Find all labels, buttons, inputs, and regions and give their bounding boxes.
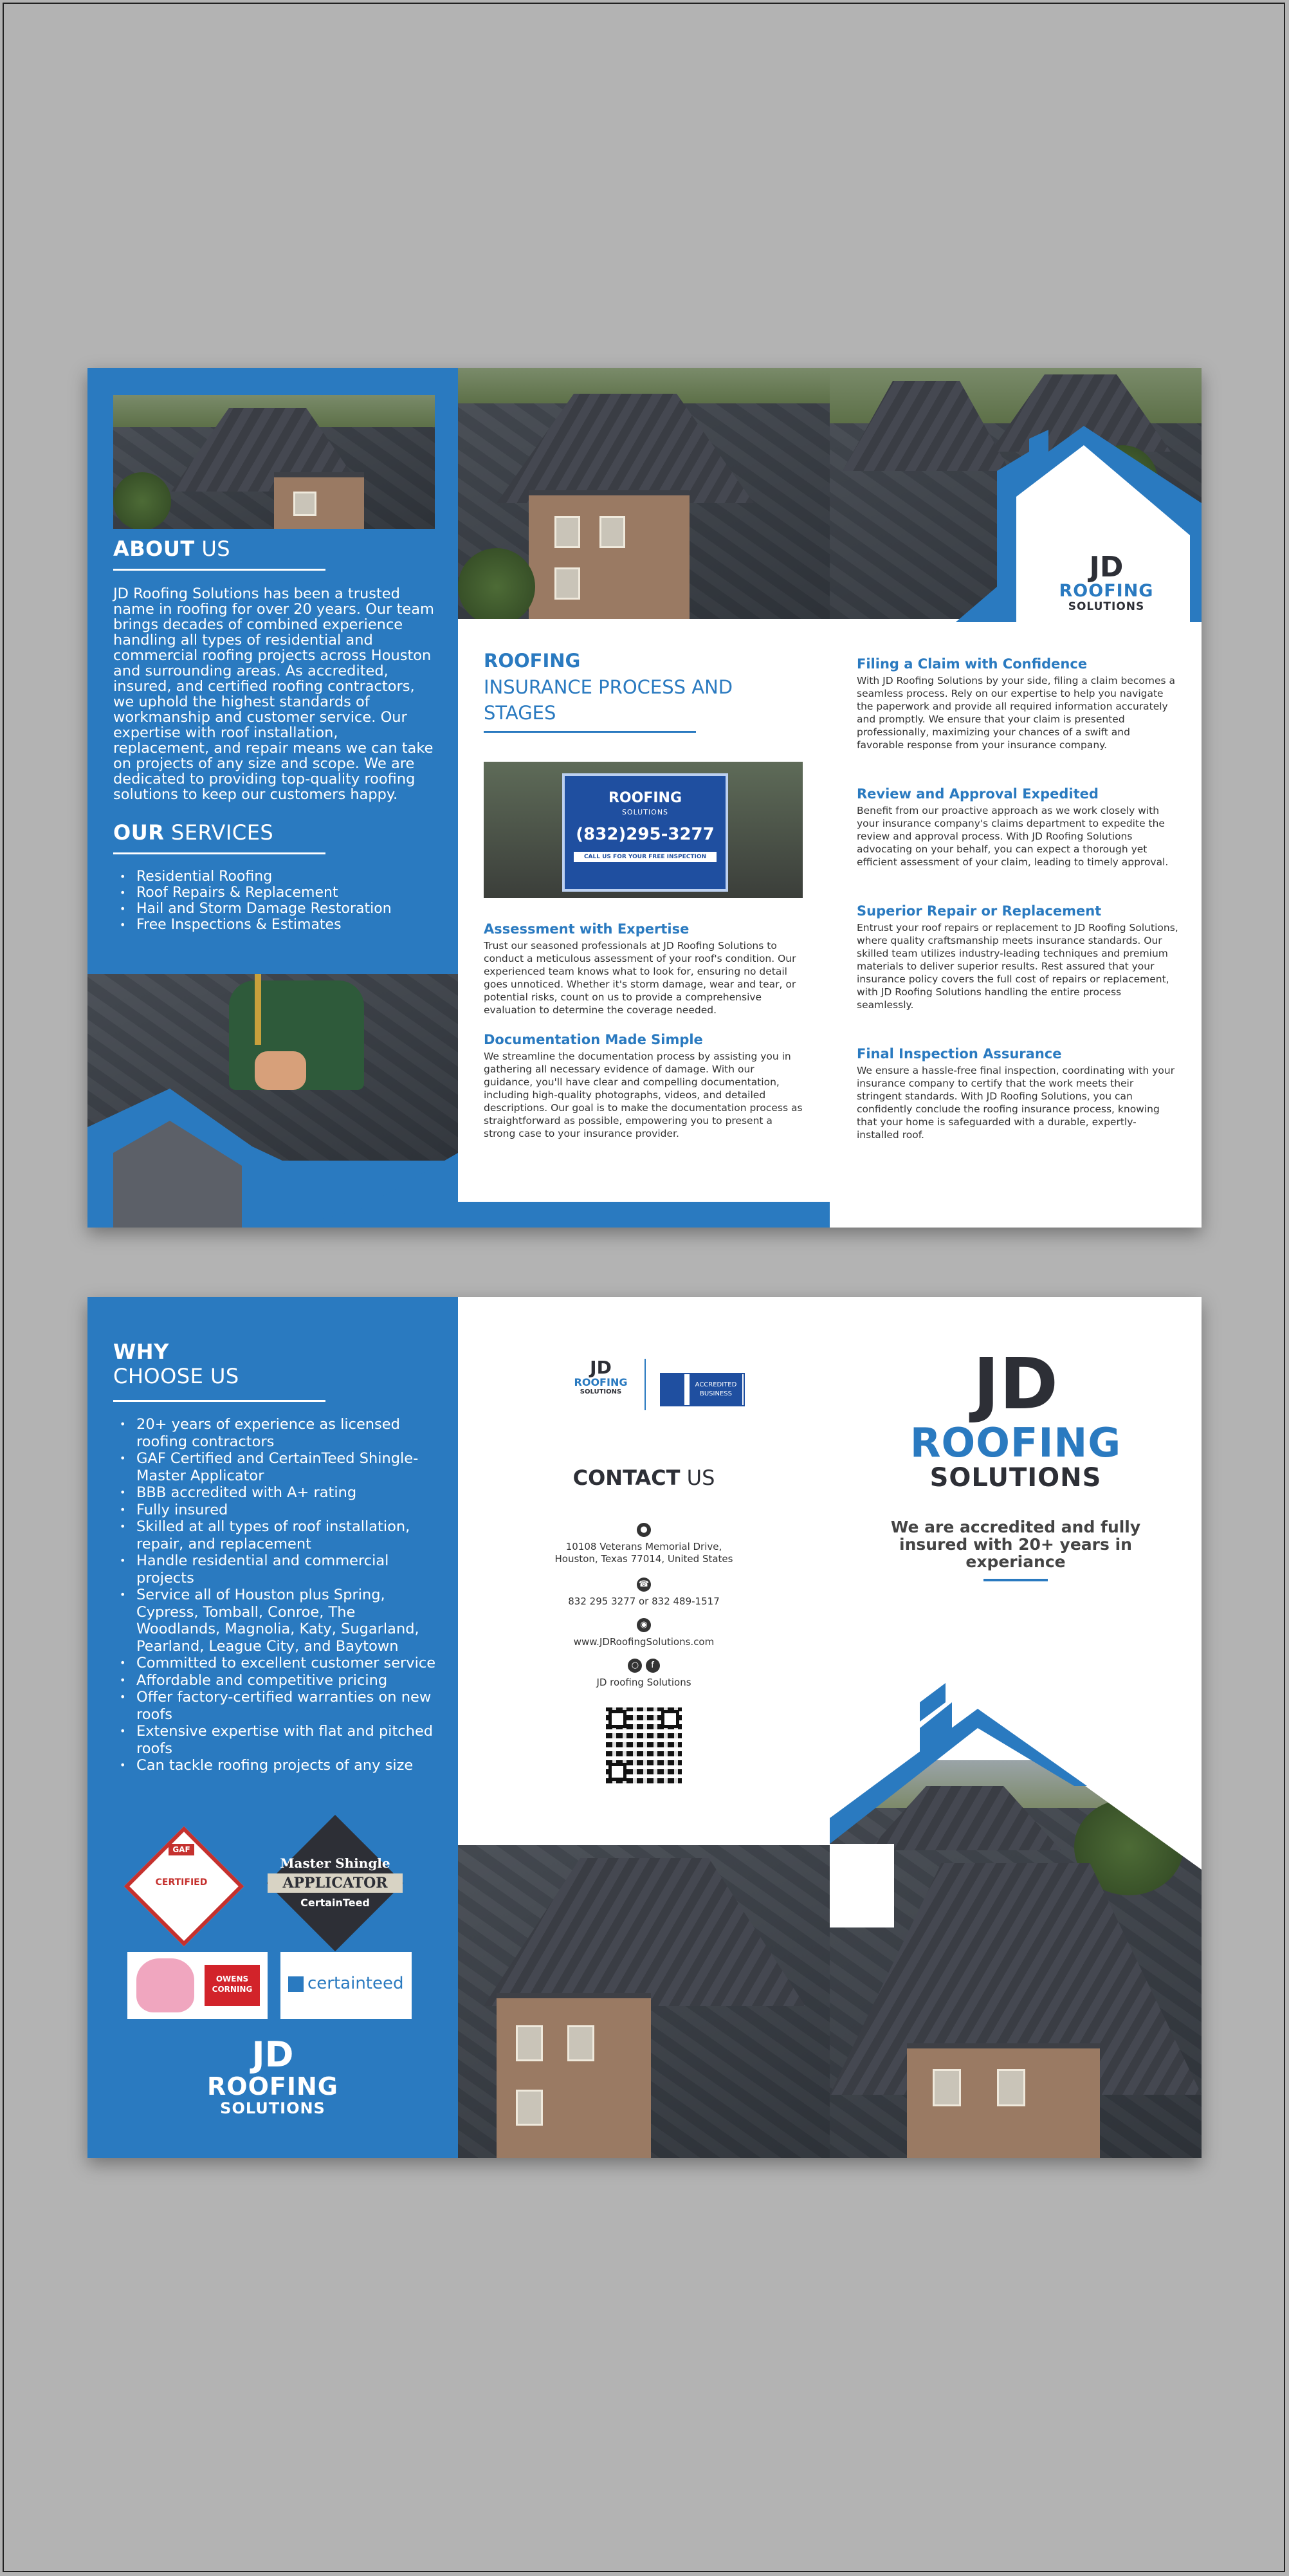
cover-roof-shape (830, 1657, 1202, 1927)
why-rule (113, 1400, 325, 1402)
cover-panel (830, 1297, 1202, 2158)
about-text: JD Roofing Solutions has been a trusted name in roofing for over 20 years. Our team brings decades of combined experience handling all types of residential and commercial roofing projects across Houston and surrounding areas. As accredited, insured, and certified roofing contractors, we uphold the highest standards of workmanship and customer service. Our expertise with roof installation, replacement, and repair means we can take on projects of any size and scope. We are dedicated to providing top-quality roofing solutions to keep our customers happy. (113, 585, 434, 803)
about-rule (113, 569, 325, 571)
process-rule (484, 731, 696, 733)
bullet-icon: • (120, 1588, 126, 1601)
cover-rule (983, 1579, 1048, 1581)
reason-item: • Handle residential and commercial projects (120, 1552, 389, 1587)
stage-text: With JD Roofing Solutions by your side, filing a claim becomes a seamless process. Rely on our expertise to help you navigate the paperwork and provide all required information accurately and promptly. We ensure that your claim is presented professionally, maximizing your chances of a swift and favorable response from your insurance company. (857, 675, 1175, 751)
bbb-badge (660, 1373, 745, 1406)
contact-logo-roofing: ROOFING (574, 1376, 628, 1388)
phone-icon: ☎ (637, 1578, 651, 1592)
instagram-icon[interactable]: ○ (628, 1659, 642, 1673)
stage-title: Documentation Made Simple (484, 1032, 703, 1047)
gaf-top: GAF (169, 1844, 194, 1855)
contact-title: CONTACT US (572, 1466, 715, 1490)
bbb-icon (661, 1374, 684, 1405)
contact-panel (458, 1297, 830, 2158)
bullet-icon: • (120, 1725, 126, 1737)
reason-item: • GAF Certified and CertainTeed Shingle-Master Applicator (120, 1450, 419, 1484)
cover-tagline: We are accredited and fully insured with 20+ years in experiance (890, 1518, 1141, 1571)
yard-sign-photo (484, 762, 803, 898)
stages-left (484, 921, 805, 1155)
stage-title: Final Inspection Assurance (857, 1046, 1062, 1062)
reason-item: • Service all of Houston plus Spring, Cypress, Tomball, Conroe, The Woodlands, Magnolia, Katy, Sugarland, Pearland, League City, and Baytown (120, 1587, 419, 1655)
owens-corning-label: OWENS CORNING (205, 1965, 260, 2006)
process-title-bold: ROOFING (484, 650, 581, 672)
bullet-icon: • (120, 1759, 126, 1771)
why-title-bold: WHY (113, 1339, 169, 1364)
stage-title: Assessment with Expertise (484, 921, 690, 937)
stage-text: Benefit from our proactive approach as we work closely with your insurance company's claims department to expedite the review and approval process. With JD Roofing Solutions advocating on your behalf, you can expect a thorough yet efficient assessment of your claim, leading to timely approval. (857, 805, 1169, 868)
contact-logo-solutions: SOLUTIONS (580, 1388, 622, 1395)
qr-code[interactable] (606, 1707, 682, 1783)
reason-item: • Offer factory-certified warranties on new roofs (120, 1689, 432, 1723)
certainteed-icon (288, 1976, 304, 1992)
process-panel (458, 368, 830, 1228)
bullet-icon: • (120, 1503, 126, 1516)
cover-logo (830, 1343, 1202, 1493)
why-title: CHOOSE US (113, 1364, 239, 1388)
yard-sign (562, 773, 728, 892)
facebook-icon[interactable]: f (646, 1659, 660, 1673)
reason-item: • Extensive expertise with flat and pitched roofs (120, 1723, 434, 1757)
sign-sub: SOLUTIONS (621, 808, 669, 816)
logo-jd-mark: JD (1089, 551, 1124, 584)
house-aerial-photo (113, 395, 435, 529)
bullet-icon: • (120, 1452, 126, 1464)
back-logo-jd: JD (251, 2034, 294, 2075)
reason-item: • Skilled at all types of roof installation, repair, and replacement (120, 1518, 410, 1552)
panel-logo (1042, 553, 1171, 612)
stage-block (857, 786, 1178, 869)
why-panel (87, 1297, 458, 2158)
about-panel (87, 368, 458, 1228)
process-title: INSURANCE PROCESS AND STAGES (484, 676, 733, 724)
service-item: • Residential Roofing (120, 869, 273, 885)
certainteed-label: certainteed (307, 1974, 404, 1993)
logo-solutions: SOLUTIONS (1068, 600, 1145, 613)
location-icon: ● (637, 1523, 651, 1537)
stage-title: Superior Repair or Replacement (857, 903, 1102, 919)
bottom-bar (458, 1202, 830, 1228)
contact-logo-jd: JD (590, 1357, 612, 1378)
cover-logo-roofing: ROOFING (910, 1419, 1122, 1466)
service-item: • Hail and Storm Damage Restoration (120, 901, 392, 917)
stage-text: Trust our seasoned professionals at JD Roofing Solutions to conduct a meticulous assessment of your roof's condition. Our experienced team knows what to look for, ensuring no detail goes unnoticed. Whether it's storm damage, wear and tear, or potential risks, count on us to provide a comprehensive evaluation to determine the coverage needed. (484, 940, 796, 1016)
reason-item: • Affordable and competitive pricing (120, 1671, 388, 1689)
contact-details (458, 1522, 830, 1688)
master-line1: Master Shingle (280, 1855, 390, 1871)
stage-title: Review and Approval Expedited (857, 786, 1099, 802)
back-logo-roofing: ROOFING (207, 2072, 338, 2101)
website[interactable]: www.JDRoofingSolutions.com (573, 1636, 715, 1648)
stages-right (857, 656, 1178, 1176)
stage-title: Filing a Claim with Confidence (857, 656, 1088, 672)
cover-logo-jd: JD (973, 1343, 1059, 1425)
reason-item: • 20+ years of experience as licensed roofing contractors (120, 1416, 400, 1450)
back-logo (87, 2034, 458, 2117)
reason-item: • Fully insured (120, 1501, 228, 1518)
cover-logo-solutions: SOLUTIONS (929, 1463, 1102, 1493)
stage-text: Entrust your roof repairs or replacement to JD Roofing Solutions, where quality craftsmanship meets insurance standards. Our skilled team utilizes industry-leading techniques and premium materials to deliver superior results. Rest assured that your insurance policy covers the full cost of repairs or replacement, with JD Roofing Solutions handling the entire process seamlessly. (857, 922, 1178, 1011)
stage-block (857, 903, 1178, 1011)
certainteed-badge (280, 1952, 412, 2019)
social-name: JD roofing Solutions (596, 1677, 691, 1688)
services-title: OUR SERVICES (113, 820, 274, 845)
about-title: ABOUT US (113, 537, 231, 561)
bullet-icon: • (120, 887, 126, 899)
sign-brand: ROOFING (608, 790, 682, 806)
reason-item: • Committed to excellent customer service (120, 1655, 436, 1671)
bullet-icon: • (120, 1673, 126, 1686)
stage-text: We streamline the documentation process by assisting you in gathering all necessary evidence of damage. With our guidance, you'll have clear and compelling documentation, including high-quality photographs, videos, and detailed descriptions. Our goal is to make the documentation process as straightforward as possible, empowering you to present a strong case to your insurance provider. (484, 1051, 803, 1139)
brochure-outside (87, 1297, 1202, 2158)
service-item: • Roof Repairs & Replacement (120, 885, 338, 901)
bullet-icon: • (120, 1486, 126, 1498)
address: 10108 Veterans Memorial Drive, Houston, Texas 77014, United States (554, 1541, 733, 1565)
gaf-certified: CERTIFIED (155, 1877, 208, 1888)
services-rule (113, 852, 325, 854)
stage-block (857, 656, 1178, 751)
sign-phone: (832)295-3277 (576, 825, 715, 844)
bullet-icon: • (120, 919, 126, 931)
stage-block (484, 921, 805, 1017)
bullet-icon: • (120, 1657, 126, 1669)
bullet-icon: • (120, 903, 126, 915)
sign-tagline: CALL US FOR YOUR FREE INSPECTION (574, 852, 717, 862)
master-shingle-badge (248, 1830, 422, 1943)
reason-item: • Can tackle roofing projects of any size (120, 1757, 414, 1774)
bullet-icon: • (120, 870, 126, 883)
stage-text: We ensure a hassle-free final inspection, coordinating with your insurance company to certify that the work meets their stringent standards. With JD Roofing Solutions, you can confidently conclude the roofing insurance process, knowing that your home is safeguarded with a durable, expertly-installed roof. (857, 1065, 1175, 1141)
bullet-icon: • (120, 1554, 126, 1567)
stage-block (857, 1046, 1178, 1141)
gaf-certified-badge (127, 1830, 235, 1938)
bullet-icon: • (120, 1520, 126, 1532)
owens-corning-badge (127, 1952, 268, 2019)
bullet-icon: • (120, 1418, 126, 1430)
phone: 832 295 3277 or 832 489-1517 (568, 1596, 720, 1607)
master-line3: CertainTeed (300, 1897, 370, 1909)
services-list (113, 869, 435, 933)
brochure-inside (87, 368, 1202, 1228)
house-photo-bottom (458, 1845, 830, 2158)
stage-block (484, 1032, 805, 1140)
roof-shape-decoration (87, 1050, 458, 1228)
logo-roofing: ROOFING (1059, 581, 1154, 601)
stages-panel (830, 368, 1202, 1228)
reasons-list (113, 1416, 441, 1774)
back-logo-solutions: SOLUTIONS (220, 2099, 325, 2117)
bullet-icon: • (120, 1691, 126, 1703)
contact-logo (567, 1359, 634, 1395)
roof-top-photo (458, 368, 830, 619)
globe-icon: ◉ (637, 1618, 651, 1632)
service-item: • Free Inspections & Estimates (120, 917, 342, 933)
bbb-text: ACCREDITED BUSINESS (690, 1374, 742, 1405)
reason-item: • BBB accredited with A+ rating (120, 1484, 357, 1501)
logo-divider (644, 1359, 646, 1410)
panther-icon (136, 1958, 194, 2012)
master-line2: APPLICATOR (268, 1873, 403, 1893)
